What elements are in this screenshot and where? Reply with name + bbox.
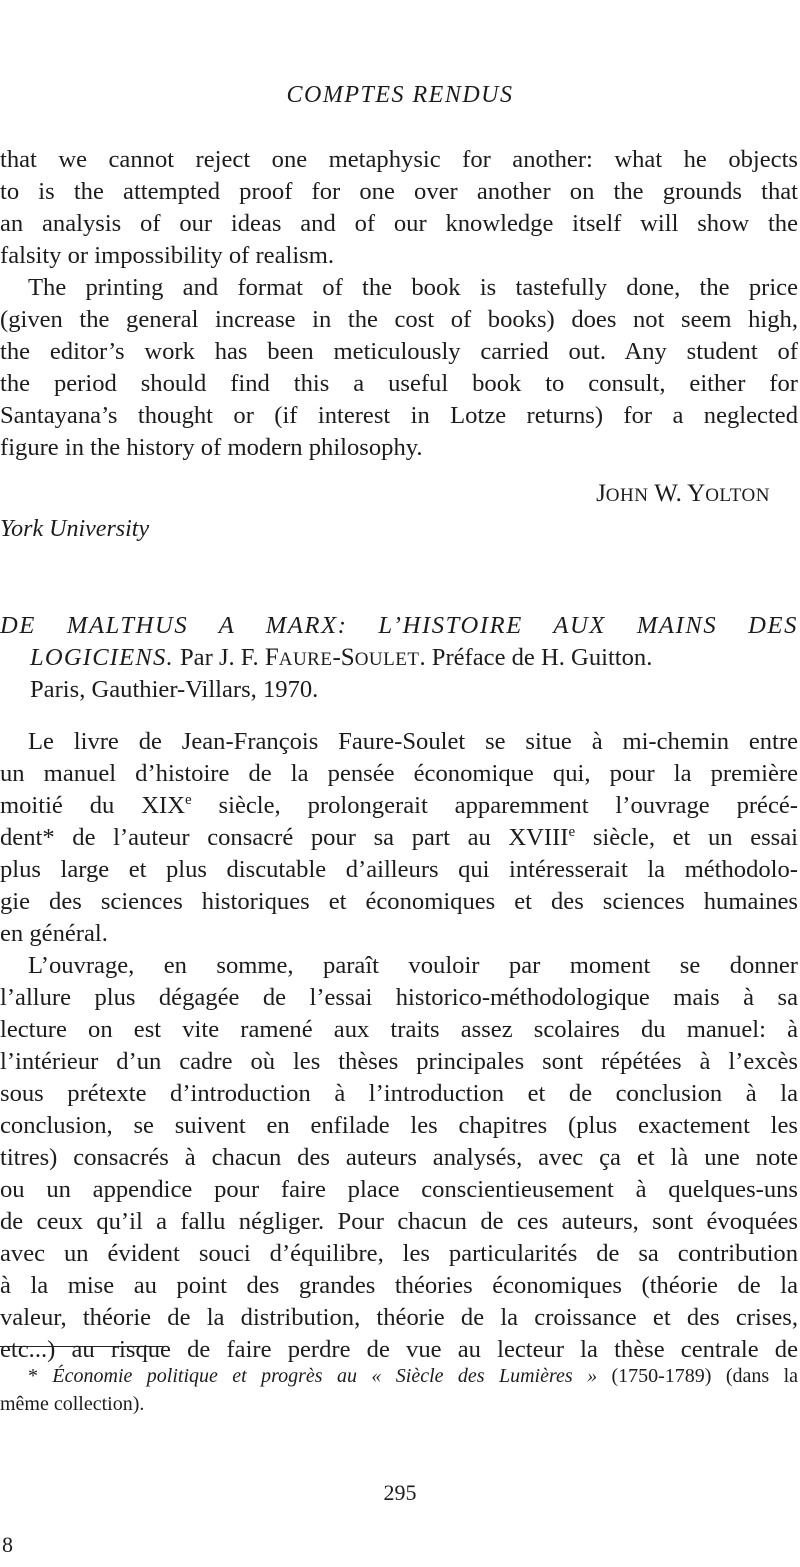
text-line: to is the attempted proof for one over another on the grounds that	[0, 178, 798, 205]
text-line: moitié du XIXe siècle, prolongerait apparemment l’ouvrage précé-	[0, 792, 798, 819]
footnote-rule	[0, 1346, 163, 1347]
book-title-line: LOGICIENS. Par J. F. FAURE-SOULET. Préface de H. Guitton.	[30, 644, 653, 671]
text-line: titres) consacrés à chacun des auteurs analysés, avec ça et là une note	[0, 1144, 798, 1171]
text-line: The printing and format of the book is tastefully done, the price	[28, 274, 798, 301]
text-line: Le livre de Jean-François Faure-Soulet se situe à mi-chemin entre	[28, 728, 798, 755]
text-line: that we cannot reject one metaphysic for another: what he objects	[0, 146, 798, 173]
sheet-number: 8	[2, 1532, 13, 1557]
text-line: an analysis of our ideas and of our knowledge itself will show the	[0, 210, 798, 237]
review-heading	[0, 610, 798, 706]
previous-review-text	[0, 144, 798, 464]
text-line: figure in the history of modern philosophy.	[0, 434, 423, 461]
text-line: (given the general increase in the cost of books) does not seem high,	[0, 306, 798, 333]
text-line: falsity or impossibility of realism.	[0, 242, 335, 269]
text-line: conclusion, se suivent en enfilade les chapitres (plus exactement les	[0, 1112, 798, 1139]
book-title-line: DE MALTHUS A MARX: L’HISTOIRE AUX MAINS DES	[0, 612, 798, 639]
text-line: de ceux qu’il a fallu négliger. Pour chacun de ces auteurs, sont évoquées	[0, 1208, 798, 1235]
text-line: ou un appendice pour faire place conscientieusement à quelques-uns	[0, 1176, 798, 1203]
text-line: Santayana’s thought or (if interest in Lotze returns) for a neglected	[0, 402, 798, 429]
text-line: l’intérieur d’un cadre où les thèses principales sont répétées à l’excès	[0, 1048, 798, 1075]
text-line: avec un évident souci d’équilibre, les particularités de sa contribution	[0, 1240, 798, 1267]
text-line: l’allure plus dégagée de l’essai historico-méthodologique mais à sa	[0, 984, 798, 1011]
publisher-line: Paris, Gauthier-Villars, 1970.	[30, 676, 319, 703]
text-line: un manuel d’histoire de la pensée économique qui, pour la première	[0, 760, 798, 787]
reviewer-signature: JOHN W. YOLTON	[596, 480, 770, 507]
text-line: sous prétexte d’introduction à l’introduction et de conclusion à la	[0, 1080, 798, 1107]
text-line: lecture on est vite ramené aux traits assez scolaires du manuel: à	[0, 1016, 798, 1043]
text-line: L’ouvrage, en somme, paraît vouloir par moment se donner	[28, 952, 798, 979]
text-line: en général.	[0, 920, 108, 947]
text-line: the period should find this a useful book to consult, either for	[0, 370, 798, 397]
text-line: dent* de l’auteur consacré pour sa part au XVIIIe siècle, et un essai	[0, 824, 799, 851]
text-line: plus large et plus discutable d’ailleurs qui intéresserait la méthodolo-	[0, 856, 798, 883]
footnote-line: * Économie politique et progrès au « Siècle des Lumières » (1750-1789) (dans la	[28, 1365, 799, 1387]
reviewer-affiliation: York University	[0, 516, 150, 542]
page-number: 295	[383, 1480, 417, 1505]
text-line: etc...) au risque de faire perdre de vue au lecteur la thèse centrale de	[0, 1336, 798, 1363]
footnote-line: même collection).	[0, 1393, 145, 1415]
text-line: à la mise au point des grandes théories économiques (théorie de la	[0, 1272, 798, 1299]
running-head: COMPTES RENDUS	[286, 82, 514, 108]
text-line: valeur, théorie de la distribution, théorie de la croissance et des crises,	[0, 1304, 798, 1331]
review-body	[0, 726, 798, 1366]
text-line: the editor’s work has been meticulously carried out. Any student of	[0, 338, 798, 365]
footnote	[0, 1362, 798, 1418]
text-line: gie des sciences historiques et économiques et des sciences humaines	[0, 888, 798, 915]
